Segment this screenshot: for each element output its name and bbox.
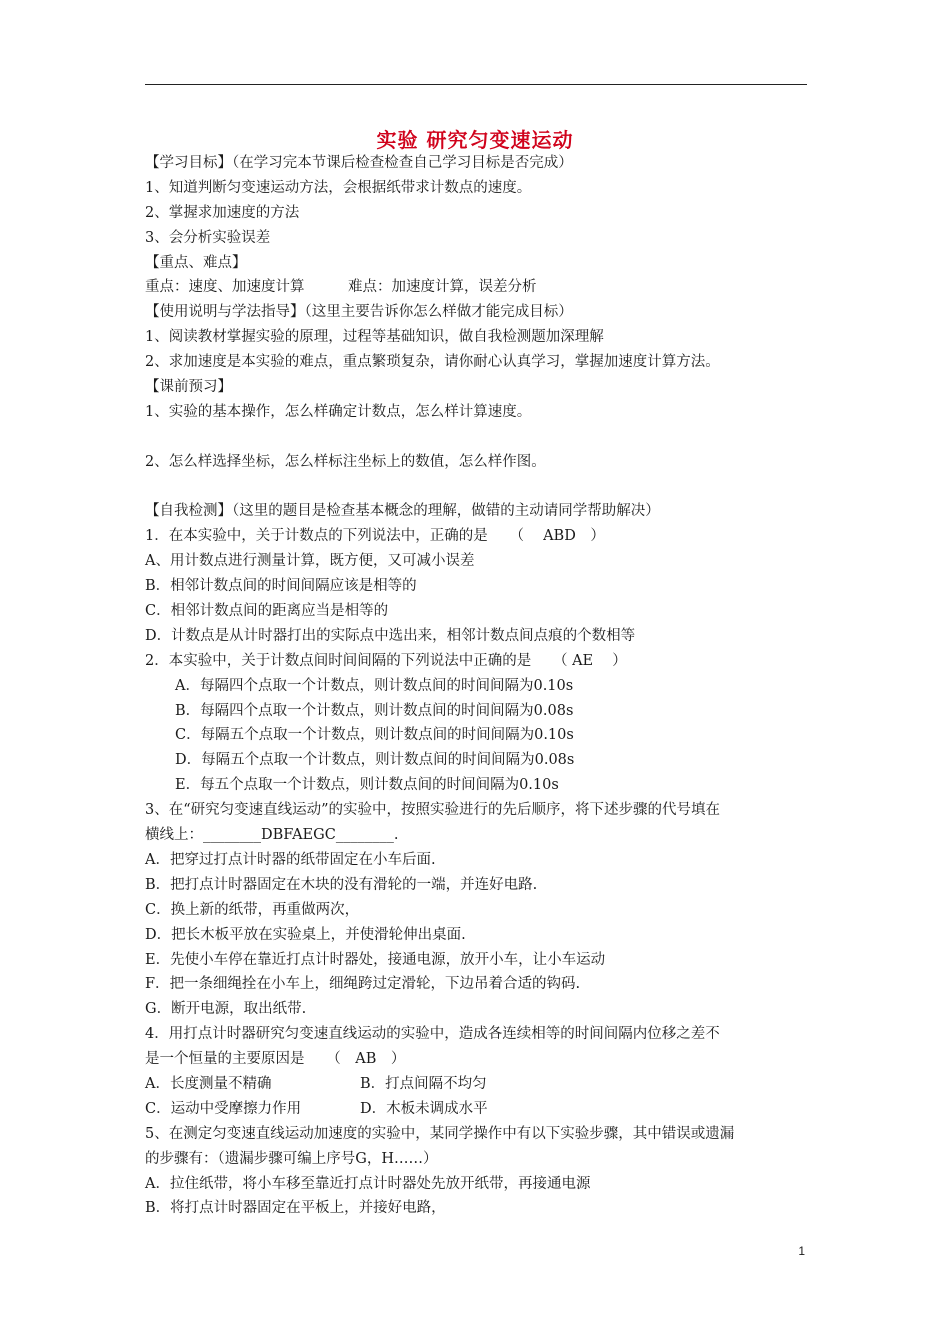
question-step: A．拉住纸带，将小车移至靠近打点计时器处先放开纸带，再接通电源 — [145, 1175, 591, 1192]
question-step: B．把打点计时器固定在木块的没有滑轮的一端，并连好电路. — [145, 876, 538, 893]
question-option: C．每隔五个点取一个计数点，则计数点间的时间间隔为0.10s — [175, 727, 574, 744]
question-step: G．断开电源，取出纸带. — [145, 1001, 307, 1018]
goal-item: 2、掌握求加速度的方法 — [145, 204, 300, 221]
question-2: 2．本实验中，关于计数点间时间间隔的下列说法中正确的是 （ AE ） — [145, 652, 627, 669]
question-option: D．每隔五个点取一个计数点，则计数点间的时间间隔为0.08s — [175, 752, 575, 769]
question-option: D．计数点是从计时器打出的实际点中选出来，相邻计数点间点痕的个数相等 — [145, 627, 636, 644]
question-step: C．换上新的纸带，再重做两次， — [145, 901, 360, 918]
question-option: A．长度测量不精确 — [145, 1075, 272, 1092]
question-3-answer-line: 横线上：________DBFAEGC________. — [145, 827, 399, 844]
question-option: B．每隔四个点取一个计数点，则计数点间的时间间隔为0.08s — [175, 702, 574, 719]
question-option: C．相邻计数点间的距离应当是相等的 — [145, 603, 389, 620]
document-body — [145, 151, 810, 1221]
key-points-text: 重点：速度、加速度计算 难点：加速度计算，误差分析 — [145, 279, 537, 296]
document-title: 实验 研究匀变速运动 — [376, 128, 574, 152]
question-5: 5、在测定匀变速直线运动加速度的实验中，某同学操作中有以下实验步骤，其中错误或遗漏 — [145, 1125, 735, 1142]
question-3: 3、在“研究匀变速直线运动”的实验中，按照实验进行的先后顺序，将下述步骤的代号填在 — [145, 802, 721, 819]
question-4: 4．用打点计时器研究匀变速直线运动的实验中，造成各连续相等的时间间隔内位移之差不 — [145, 1026, 720, 1043]
page-number: 1 — [798, 1244, 805, 1258]
question-step: D．把长木板平放在实验桌上，并使滑轮伸出桌面. — [145, 926, 466, 943]
question-option: D．木板未调成水平 — [360, 1100, 488, 1117]
section-heading-preview: 【课前预习】 — [145, 379, 232, 396]
preview-item: 1、实验的基本操作，怎么样确定计数点，怎么样计算速度。 — [145, 403, 532, 420]
section-heading-key-points: 【重点、难点】 — [145, 254, 247, 271]
preview-item: 2、怎么样选择坐标，怎么样标注坐标上的数值，怎么样作图。 — [145, 453, 546, 470]
goal-item: 1、知道判断匀变速运动方法，会根据纸带求计数点的速度。 — [145, 179, 532, 196]
header-rule — [145, 84, 807, 85]
instruction-item: 1、阅读教材掌握实验的原理，过程等基础知识，做自我检测题加深理解 — [145, 329, 604, 346]
question-option: B．相邻计数点间的时间间隔应该是相等的 — [145, 578, 417, 595]
question-option: B．打点间隔不均匀 — [360, 1075, 487, 1092]
goal-item: 3、会分析实验误差 — [145, 229, 271, 246]
question-5-continued: 的步骤有：（遗漏步骤可编上序号G，H……） — [145, 1150, 438, 1167]
question-option: A．每隔四个点取一个计数点，则计数点间的时间间隔为0.10s — [175, 677, 574, 694]
question-option-row — [145, 1072, 810, 1097]
section-heading-self-test: 【自我检测】（这里的题目是检查基本概念的理解，做错的主动请同学帮助解决） — [145, 503, 660, 520]
question-option: C．运动中受摩擦力作用 — [145, 1100, 302, 1117]
question-step: B．将打点计时器固定在平板上，并接好电路， — [145, 1200, 446, 1217]
question-option: A、用计数点进行测量计算，既方便，又可减小误差 — [145, 553, 475, 570]
question-step: A．把穿过打点计时器的纸带固定在小车后面. — [145, 851, 436, 868]
question-option-row — [145, 1097, 810, 1122]
question-1: 1．在本实验中，关于计数点的下列说法中，正确的是 （ ABD ） — [145, 528, 605, 545]
section-heading-instructions: 【使用说明与学法指导】（这里主要告诉你怎么样做才能完成目标） — [145, 304, 573, 321]
question-option: E．每五个点取一个计数点，则计数点间的时间间隔为0.10s — [175, 777, 559, 794]
section-heading-goals: 【学习目标】（在学习完本节课后检查检查自己学习目标是否完成） — [145, 155, 573, 171]
question-4-continued: 是一个恒量的主要原因是 （ AB ） — [145, 1051, 406, 1068]
question-step: E．先使小车停在靠近打点计时器处，接通电源，放开小车，让小车运动 — [145, 951, 606, 968]
question-step: F．把一条细绳拴在小车上，细绳跨过定滑轮，下边吊着合适的钩码. — [145, 976, 581, 993]
instruction-item: 2、求加速度是本实验的难点，重点繁琐复杂，请你耐心认真学习，掌握加速度计算方法。 — [145, 354, 720, 371]
